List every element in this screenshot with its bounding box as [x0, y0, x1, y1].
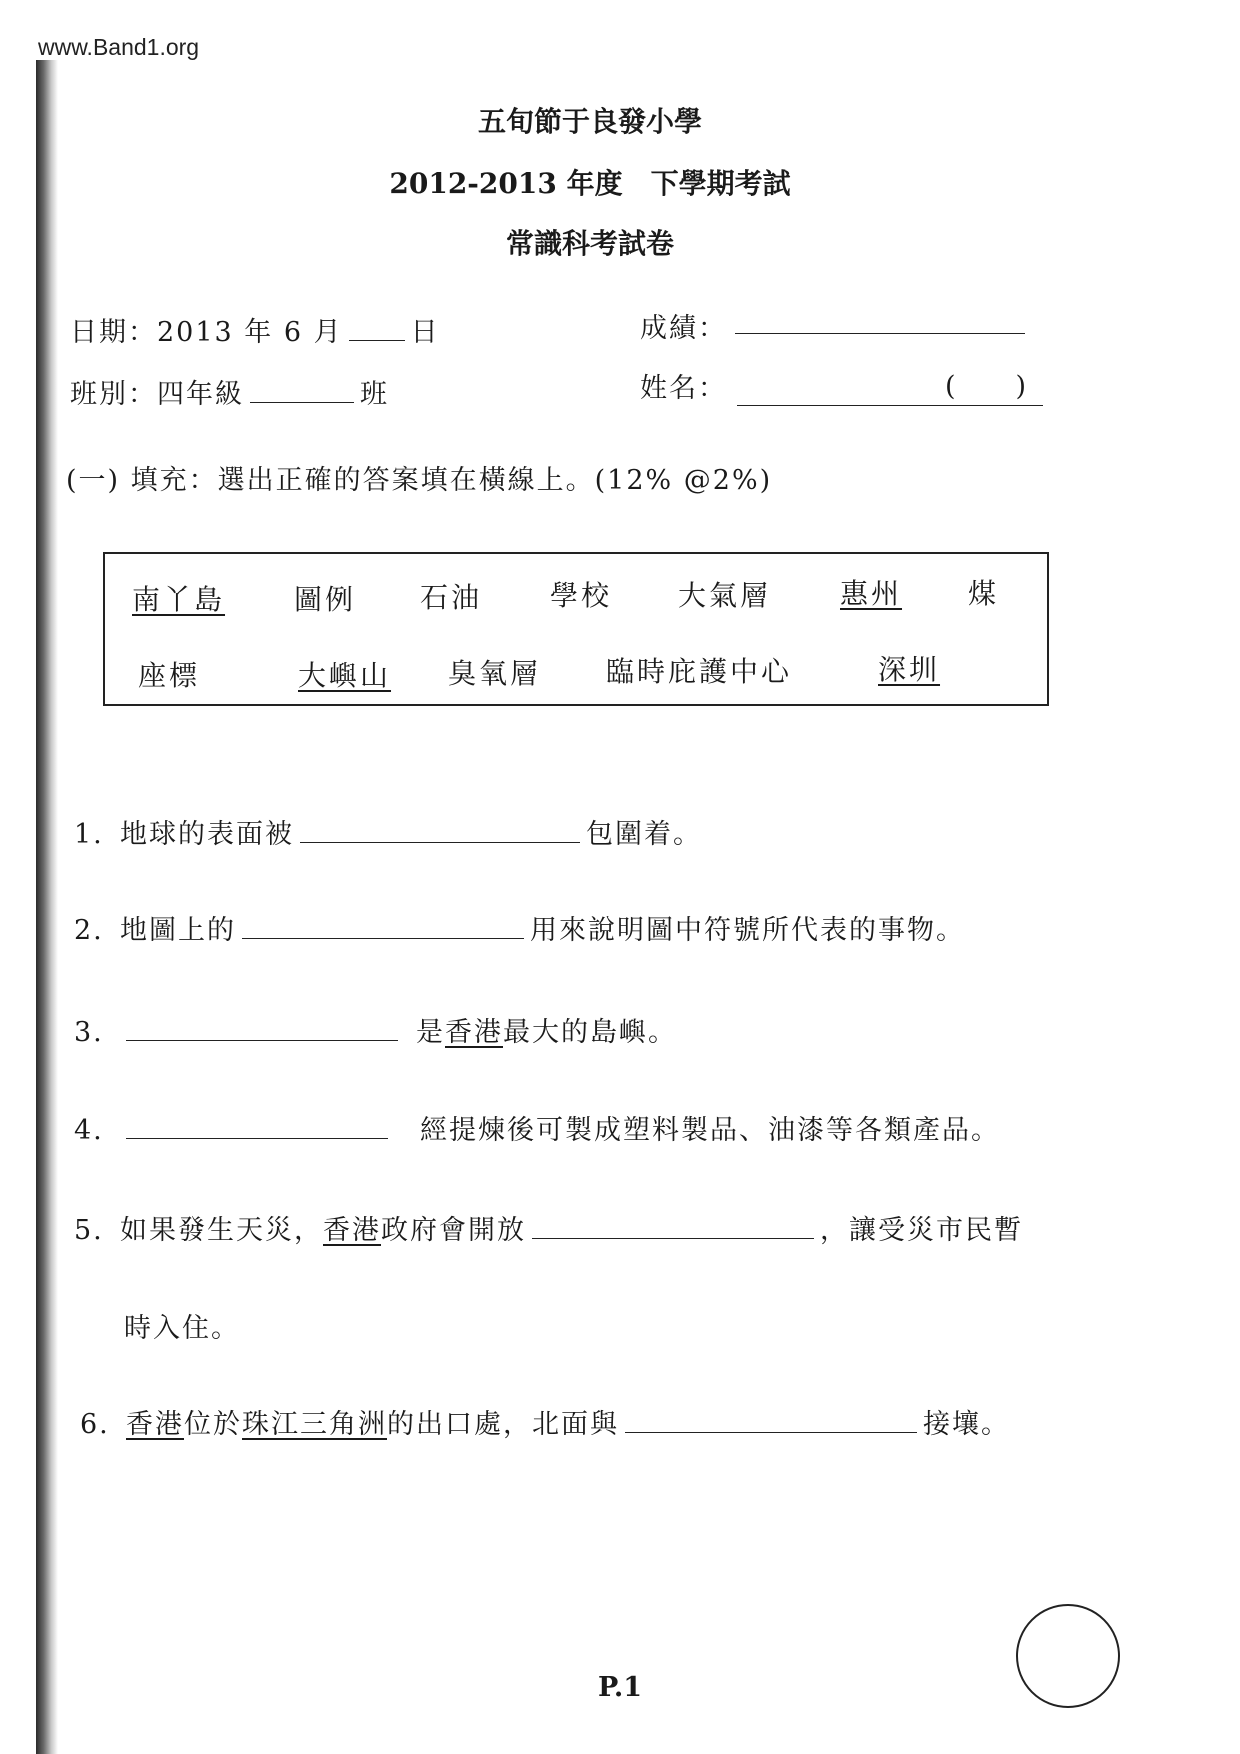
- paper-title: 常識科考試卷: [505, 227, 674, 260]
- question-text: 經提煉後可製成塑料製品、油漆等各類產品。: [420, 1115, 1000, 1146]
- score-label: 成績：: [640, 313, 727, 344]
- question-text: 香港: [445, 1017, 503, 1048]
- question-3: [74, 1010, 677, 1049]
- name-label: 姓名：: [640, 373, 727, 404]
- question-text: 是: [416, 1017, 445, 1048]
- word-bank-item: 臨時庇護中心: [606, 655, 793, 688]
- question-text: 最大的島嶼。: [503, 1017, 677, 1048]
- question-text: 香港: [323, 1215, 381, 1246]
- word-bank-item: 南丫島: [132, 583, 226, 616]
- question-text: 接壤。: [923, 1409, 1010, 1440]
- page-number: P.1: [597, 1672, 643, 1703]
- question-text: 地球的表面被: [120, 819, 294, 850]
- question-number: 2.: [74, 915, 104, 946]
- question-2: [74, 908, 965, 947]
- date-label: 日期：2013 年 6 月: [70, 317, 343, 348]
- watermark-url: www.Band1.org: [38, 34, 200, 60]
- question-text: 的出口處，北面與: [387, 1409, 619, 1440]
- section-heading: (一) 填充：選出正確的答案填在橫線上。(12% @2%): [66, 465, 773, 496]
- answer-blank[interactable]: [126, 1116, 388, 1139]
- score-blank[interactable]: [735, 333, 1025, 334]
- question-text: 如果發生天災，: [120, 1215, 323, 1246]
- word-bank-item: 惠州: [840, 577, 903, 610]
- question-1: [74, 812, 702, 851]
- answer-blank[interactable]: [126, 1018, 398, 1041]
- class-label: 班別：四年級: [70, 379, 244, 410]
- word-bank-item: 圖例: [294, 583, 357, 616]
- question-text: 包圍着。: [586, 819, 702, 850]
- date-suffix: 日: [410, 317, 440, 348]
- date-row: [70, 310, 440, 349]
- class-blank[interactable]: [250, 380, 354, 403]
- answer-blank[interactable]: [300, 820, 580, 843]
- answer-blank[interactable]: [242, 916, 524, 939]
- question-4: [74, 1108, 1000, 1147]
- question-number: 3.: [74, 1017, 104, 1048]
- scan-edge-shadow: [36, 60, 58, 1754]
- school-name: 五旬節于良發小學: [477, 105, 702, 138]
- day-blank[interactable]: [349, 318, 405, 341]
- question-number: 5.: [74, 1215, 104, 1246]
- class-number-parentheses: ( ): [945, 371, 1029, 402]
- question-text: ，讓受災市民暫: [820, 1215, 1023, 1246]
- name-blank[interactable]: [737, 405, 1043, 406]
- class-row: [70, 372, 389, 411]
- question-text: 珠江三角洲: [242, 1409, 387, 1440]
- class-suffix: 班: [360, 379, 389, 410]
- question-number: 6.: [80, 1409, 110, 1440]
- question-6: [80, 1402, 1010, 1441]
- answer-blank[interactable]: [532, 1216, 814, 1239]
- answer-blank[interactable]: [625, 1410, 917, 1433]
- score-row: [640, 306, 727, 345]
- word-bank-item: 大氣層: [678, 579, 772, 612]
- question-text: 位於: [184, 1409, 242, 1440]
- word-bank-item: 大嶼山: [298, 659, 392, 692]
- question-number: 4.: [74, 1115, 104, 1146]
- word-bank-item: 座標: [138, 659, 201, 692]
- question-text: 政府會開放: [381, 1215, 526, 1246]
- question-text: 用來說明圖中符號所代表的事物。: [530, 915, 965, 946]
- question-text: 地圖上的: [120, 915, 236, 946]
- question-number: 1.: [74, 819, 104, 850]
- word-bank-item: 煤: [968, 577, 1000, 610]
- word-bank-item: 石油: [420, 581, 483, 614]
- word-bank-item: 臭氧層: [448, 657, 542, 690]
- name-row: [640, 366, 727, 405]
- word-bank-item: 學校: [550, 579, 613, 612]
- word-bank-item: 深圳: [878, 653, 941, 686]
- question-5-continuation: 時入住。: [124, 1313, 240, 1344]
- question-5: [74, 1208, 1023, 1247]
- question-text: 香港: [126, 1409, 184, 1440]
- score-circle: [1016, 1604, 1120, 1708]
- exam-term: 2012-2013 年度 下學期考試: [389, 167, 791, 200]
